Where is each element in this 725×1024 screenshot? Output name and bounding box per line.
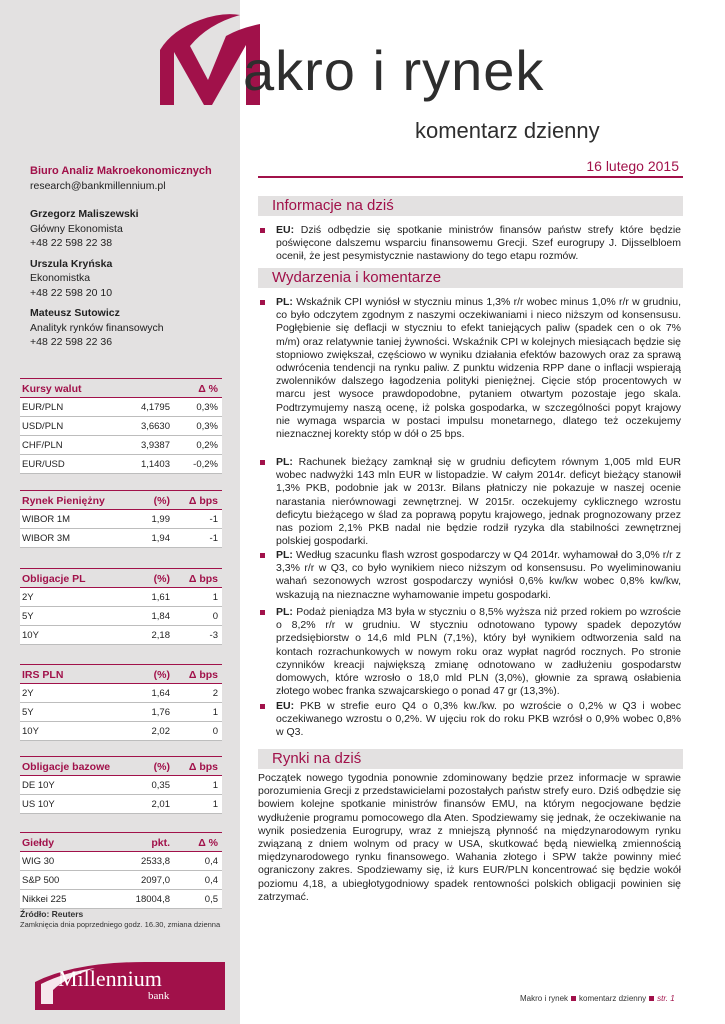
- table-row: [20, 684, 222, 703]
- cell-value: 3,6630: [140, 421, 170, 432]
- table-col2: (%): [153, 573, 170, 585]
- table-row: [20, 795, 222, 814]
- table-col2: (%): [153, 761, 170, 773]
- title-rest: akro i rynek: [243, 39, 545, 102]
- bullet-icon: [260, 228, 265, 233]
- table-row: [20, 455, 222, 474]
- bullet-icon: [260, 460, 265, 465]
- table-money-market: [20, 490, 222, 548]
- table-title: Obligacje PL: [22, 573, 86, 585]
- person-phone: +48 22 598 22 38: [30, 237, 113, 249]
- table-row: [20, 398, 222, 417]
- cell-value: 1,1403: [140, 459, 170, 470]
- person-name: Urszula Kryńska: [30, 257, 113, 270]
- cell-change: 0,4: [204, 856, 218, 867]
- bullet-icon: [260, 704, 265, 709]
- table-title: Kursy walut: [22, 383, 82, 395]
- section-markets-heading: Rynki na dziś: [258, 749, 683, 769]
- page-title: [243, 38, 544, 103]
- footer-title: Makro i rynek: [520, 994, 569, 1003]
- item-label: PL:: [276, 296, 293, 308]
- bullet-icon: [260, 553, 265, 558]
- item-label: EU:: [276, 224, 295, 236]
- item-label: PL:: [276, 456, 293, 468]
- cell-change: -3: [209, 630, 218, 641]
- cell-change: 0,5: [204, 894, 218, 905]
- table-row: [20, 417, 222, 436]
- contact-block: [30, 164, 235, 350]
- cell-value: 1,64: [151, 688, 170, 699]
- bullet-icon: [260, 300, 265, 305]
- section-info-heading: Informacje na dziś: [258, 196, 683, 216]
- event-item: [258, 606, 681, 698]
- table-row: [20, 529, 222, 548]
- cell-name: 2Y: [22, 592, 34, 603]
- cell-value: 1,61: [151, 592, 170, 603]
- cell-name: WIBOR 1M: [22, 514, 71, 525]
- person-name: Grzegorz Maliszewski: [30, 208, 139, 220]
- page-footer: [520, 994, 675, 1003]
- org-name: Biuro Analiz Makroekonomicznych: [30, 165, 212, 177]
- table-title: IRS PLN: [22, 669, 64, 681]
- cell-change: 0,3%: [196, 402, 218, 413]
- cell-value: 2,02: [151, 726, 170, 737]
- table-core-bonds: [20, 756, 222, 814]
- item-text: PKB w strefie euro Q4 o 0,3% kw./kw. po wzroście o 0,2% w Q3 i wobec oczekiwanego wzrostu o 0,2%. W ujęciu rok do roku PKB wzrósł o 0,9% wobec 0,8% w Q3.: [276, 700, 681, 739]
- table-col3: Δ %: [198, 837, 218, 849]
- cell-name: CHF/PLN: [22, 440, 63, 451]
- logo-sub: bank: [148, 990, 170, 1002]
- table-title: Rynek Pieniężny: [22, 495, 105, 507]
- table-col2: (%): [153, 495, 170, 507]
- cell-value: 0,35: [151, 780, 170, 791]
- section-events-heading: Wydarzenia i komentarze: [258, 268, 683, 288]
- person-phone: +48 22 598 20 10: [30, 286, 113, 299]
- table-col3: Δ bps: [188, 669, 218, 681]
- cell-change: 1: [212, 780, 218, 791]
- cell-value: 1,94: [151, 533, 170, 544]
- table-row: [20, 890, 222, 909]
- item-text: Według szacunku flash wzrost gospodarczy w Q4 2014r. wyhamował do 3,0% r/r z 3,3% r/r w Q3, co było wynikiem nieco niższym od konsensusu. Po wyeliminowaniu wahań sezonowych wzrost gospodarczy wyniósł 0,6% kw/kw wobec 0,8% kw/kw, wskazują na nieznaczne wyhamowanie impetu gospodarki.: [276, 549, 681, 601]
- source-note: Zamknięcia dnia poprzedniego godz. 16.30, zmiana dzienna: [20, 920, 221, 929]
- footer-square-icon: [649, 996, 654, 1001]
- cell-value: 2,18: [151, 630, 170, 641]
- cell-change: 0,4: [204, 875, 218, 886]
- cell-name: EUR/PLN: [22, 402, 64, 413]
- cell-change: 0: [212, 726, 218, 737]
- table-row: [20, 436, 222, 455]
- person-phone: +48 22 598 22 36: [30, 336, 113, 348]
- cell-name: 2Y: [22, 688, 34, 699]
- cell-name: WIBOR 3M: [22, 533, 71, 544]
- cell-change: -0,2%: [193, 459, 218, 470]
- contact-email[interactable]: research@bankmillennium.pl: [30, 179, 166, 192]
- table-row: [20, 852, 222, 871]
- footer-subtitle: komentarz dzienny: [579, 994, 647, 1003]
- table-row: [20, 588, 222, 607]
- cell-value: 2097,0: [140, 875, 170, 886]
- table-fx: [20, 378, 222, 474]
- cell-name: 5Y: [22, 707, 34, 718]
- cell-value: 1,99: [151, 514, 170, 525]
- event-item: [258, 296, 681, 441]
- item-label: PL:: [276, 549, 293, 561]
- item-text: Rachunek bieżący zamknął się w grudniu deficytem równym 1,005 mld EUR wobec nadwyżki 143 mln EUR w listopadzie. W całym 2014r. deficyt bieżący stanowił 1,3% PKB, podobnie jak w 2013r. Bilans płatniczy nie pokazuje w naszej ocenie narastania nierównowagi zewnętrznej. W 2015r. oczekujemy cyklicznego wzrostu deficytu bieżącego w ślad za poprawą popytu krajowego, jednak prognozowany przez nas poziom 2,1% PKB nadal nie będzie rodził ryzyka dla stabilności zewnętrznej polskiej gospodarki.: [276, 456, 681, 548]
- person-name: Mateusz Sutowicz: [30, 307, 120, 319]
- cell-value: 18004,8: [135, 894, 170, 905]
- cell-change: 0,2%: [196, 440, 218, 451]
- item-label: PL:: [276, 606, 293, 618]
- page-number: str. 1: [657, 994, 675, 1003]
- cell-change: 1: [212, 707, 218, 718]
- table-row: [20, 703, 222, 722]
- cell-value: 1,76: [151, 707, 170, 718]
- cell-change: 1: [212, 799, 218, 810]
- cell-value: 2,01: [151, 799, 170, 810]
- table-title: Giełdy: [22, 837, 55, 849]
- markets-text: Początek nowego tygodnia ponownie zdominowany będzie przez informacje w sprawie porozumienia Grecji z przedstawicielami pozostałych państw strefy euro. Dziś odbędzie się bowiem kolejne spotkanie ministrów finansów EMU, na którym negocjowane będzie wydłużenie programu pomocowego dla Aten. Spodziewamy się jednak, że oczekiwanie na wynik posiedzenia Eurogrupy, wraz z mniejszą płynność na międzynarodowym rynku związaną z dniem wolnym od pracy w USA, skutkować będą niewielką zmiennością międzynarodowego rynku finansowego. Wahania złotego i SPW także powinny mieć ograniczony zakres. Spodziewamy się, iż kurs EUR/PLN koncentrować się będzie wokół poziomu 4,18, a ubiegłotygodniowy spadek rentowności polskich obligacji powinien się zatrzymać.: [258, 772, 681, 903]
- cell-name: Nikkei 225: [22, 894, 67, 905]
- table-irs: [20, 664, 222, 741]
- table-row: [20, 607, 222, 626]
- cell-change: -1: [209, 533, 218, 544]
- cell-name: USD/PLN: [22, 421, 64, 432]
- cell-name: US 10Y: [22, 799, 55, 810]
- table-col3: Δ bps: [188, 495, 218, 507]
- table-row: [20, 626, 222, 645]
- cell-name: DE 10Y: [22, 780, 55, 791]
- cell-value: 4,1795: [140, 402, 170, 413]
- item-text: Wskaźnik CPI wyniósł w styczniu minus 1,3% r/r wobec minus 1,0% r/r w grudniu, co było odczytem zgodnym z naszymi oczekiwaniami i nieco niższym od konsensusu. Pogłębienie się deflacji w styczniu to efekt taniejących paliw (spadek cen o ok 7% m/m) oraz relatywnie taniej żywności. Wskaźnik CPI w kolejnych miesiącach będzie się stopniowo zwiększał, częściowo w wyniku działania efektów bazowych oraz za sprawą odwrócenia tendencji na rynku paliw. Z punktu widzenia RPP dane o inflacji wspierają zwolenników dalszego łagodzenia polityki pieniężnej. Cięcie stóp procentowych w marcu jest wysoce prawdopodobne, pytaniem otwartym pozostaje jego skala. Podtrzymujemy naszą ocenę, iż polska gospodarka, w szczególności popyt krajowy nie wymaga wsparcia w postaci impulsu monetarnego, dlatego też oczekujemy nieznacznej korekty stóp w dół o 25 bps.: [276, 296, 681, 441]
- table-col3: Δ bps: [188, 761, 218, 773]
- table-col3: Δ bps: [188, 573, 218, 585]
- cell-value: 1,84: [151, 611, 170, 622]
- bullet-icon: [260, 610, 265, 615]
- cell-name: S&P 500: [22, 875, 60, 886]
- item-text: Podaż pieniądza M3 była w styczniu o 8,5% wyższa niż przed rokiem po wzroście o 8,2% r/r w grudniu. W styczniu odnotowano typowy spadek depozytów przedsiębiorstw o 14,6 mld PLN (7,1%), który był wynikiem odtworzenia sald na kontach rozrachunkowych w nowym roku oraz wypłat nagród rocznych. Po stronie czynników kreacji największą zmianę odnotowano w zadłużeniu gospodarstw domowych, które wzrosło o 18,0 mld PLN (3,0%), głownie za sprawą osłabienia złotego wobec franka szwajcarskiego o ponad 47 gr (13,3%).: [276, 606, 681, 698]
- source-label: Źródło: Reuters: [20, 909, 84, 919]
- cell-change: -1: [209, 514, 218, 525]
- cell-name: 5Y: [22, 611, 34, 622]
- person-role: Główny Ekonomista: [30, 222, 123, 235]
- cell-value: 2533,8: [140, 856, 170, 867]
- item-label: EU:: [276, 700, 295, 712]
- table-row: [20, 776, 222, 795]
- table-title: Obligacje bazowe: [22, 761, 111, 773]
- person-role: Analityk rynków finansowych: [30, 321, 164, 334]
- cell-change: 0,3%: [196, 421, 218, 432]
- person-role: Ekonomistka: [30, 272, 91, 284]
- page-subtitle: komentarz dzienny: [415, 118, 600, 143]
- cell-name: 10Y: [22, 726, 39, 737]
- item-text: Dziś odbędzie się spotkanie ministrów finansów państw strefy które będzie poświęcone dalszemu wsparciu finansowemu Grecji. Szef eurogrupy J. Dijsselbloem ocenił, że jest pesymistycznie nastawiony do tego etapu rozmów.: [276, 224, 681, 263]
- cell-name: EUR/USD: [22, 459, 65, 470]
- table-col3: Δ %: [198, 383, 218, 395]
- event-item: [258, 700, 681, 740]
- cell-value: 3,9387: [140, 440, 170, 451]
- table-row: [20, 871, 222, 890]
- report-date: 16 lutego 2015: [586, 158, 679, 174]
- footer-square-icon: [571, 996, 576, 1001]
- table-stock-markets: [20, 832, 222, 909]
- table-bonds-pl: [20, 568, 222, 645]
- table-row: [20, 510, 222, 529]
- table-col2: (%): [153, 669, 170, 681]
- table-row: [20, 722, 222, 741]
- cell-name: 10Y: [22, 630, 39, 641]
- cell-change: 1: [212, 592, 218, 603]
- cell-name: WIG 30: [22, 856, 55, 867]
- cell-change: 2: [212, 688, 218, 699]
- info-item: [258, 224, 681, 264]
- event-item: [258, 549, 681, 602]
- cell-change: 0: [212, 611, 218, 622]
- logo-name: Millennium: [58, 966, 162, 991]
- date-bar: [258, 158, 683, 178]
- table-col2: pkt.: [151, 837, 170, 849]
- event-item: [258, 456, 681, 548]
